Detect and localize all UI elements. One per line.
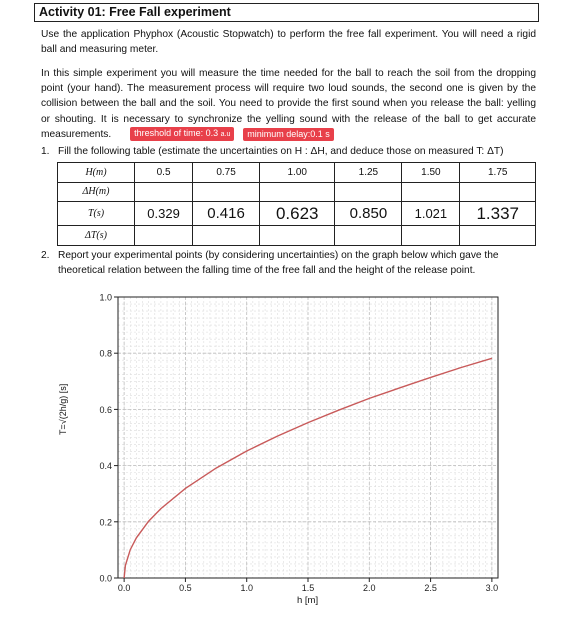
row-label-t: T(s) xyxy=(58,202,135,226)
y-tick-label: 0.4 xyxy=(99,461,112,472)
x-tick-label: 2.0 xyxy=(363,583,376,593)
y-tick-label: 0.2 xyxy=(99,517,112,528)
cell-t[interactable]: 0.850 xyxy=(335,202,402,226)
activity-title: Activity 01: Free Fall experiment xyxy=(34,3,539,22)
question-1-number: 1. xyxy=(41,146,50,157)
cell-h[interactable]: 0.5 xyxy=(135,163,193,183)
x-tick-label: 0.0 xyxy=(117,583,131,593)
cell-h[interactable]: 1.25 xyxy=(335,163,402,183)
y-tick-label: 0.0 xyxy=(99,573,112,584)
intro-paragraph: Use the application Phyphox (Acoustic Stopwatch) to perform the free fall experiment. You will need a rigid ball and measuring meter. xyxy=(41,29,536,56)
question-2-text: Report your experimental points (by considering uncertainties) on the graph below which gave the theoretical relation between the falling time of the free fall and the height of the release point. xyxy=(58,250,499,276)
x-tick-label: 0.5 xyxy=(179,583,192,593)
cell-h[interactable]: 1.75 xyxy=(460,163,536,183)
x-tick-label: 2.5 xyxy=(424,583,437,593)
x-tick-label: 1.0 xyxy=(240,583,253,593)
x-tick-label: 3.0 xyxy=(485,583,499,593)
min-delay-badge: minimum delay:0.1 s xyxy=(243,128,334,141)
question-1-text: Fill the following table (estimate the uncertainties on H : ΔH, and deduce those on measured T: ΔT) xyxy=(58,146,504,157)
cell-h[interactable]: 0.75 xyxy=(193,163,260,183)
cell-t[interactable]: 0.416 xyxy=(193,202,260,226)
y-tick-label: 0.6 xyxy=(99,404,112,415)
y-axis-label: T=√(2h/g) [s] xyxy=(58,383,68,435)
question-2-number: 2. xyxy=(41,250,50,261)
y-tick-label: 1.0 xyxy=(99,292,112,303)
cell-h[interactable]: 1.50 xyxy=(402,163,460,183)
cell-t[interactable]: 0.623 xyxy=(259,202,335,226)
row-label-h: H(m) xyxy=(58,163,135,183)
x-axis-label: h [m] xyxy=(297,595,319,606)
cell-t[interactable]: 1.021 xyxy=(402,202,460,226)
cell-t[interactable]: 0.329 xyxy=(135,202,193,226)
cell-h[interactable]: 1.00 xyxy=(259,163,335,183)
x-tick-label: 1.5 xyxy=(301,583,315,593)
cell-t[interactable]: 1.337 xyxy=(460,202,536,226)
row-label-dt: ΔT(s) xyxy=(58,226,135,246)
y-tick-label: 0.8 xyxy=(99,348,112,359)
body-text: In this simple experiment you will measure the time needed for the ball to reach the soil from the dropping point (your hand). The measurement process will require two loud sounds, the second one is given by the collision between the ball and the soil. You need to provide the first sound when you release the ball: yelling or shouting. It is necessary to synchronize the yelling sound with the release of the ball to get accurate measurements. xyxy=(41,68,536,140)
row-label-dh: ΔH(m) xyxy=(58,182,135,202)
threshold-badge: threshold of time: 0.3 a.u xyxy=(130,127,234,141)
